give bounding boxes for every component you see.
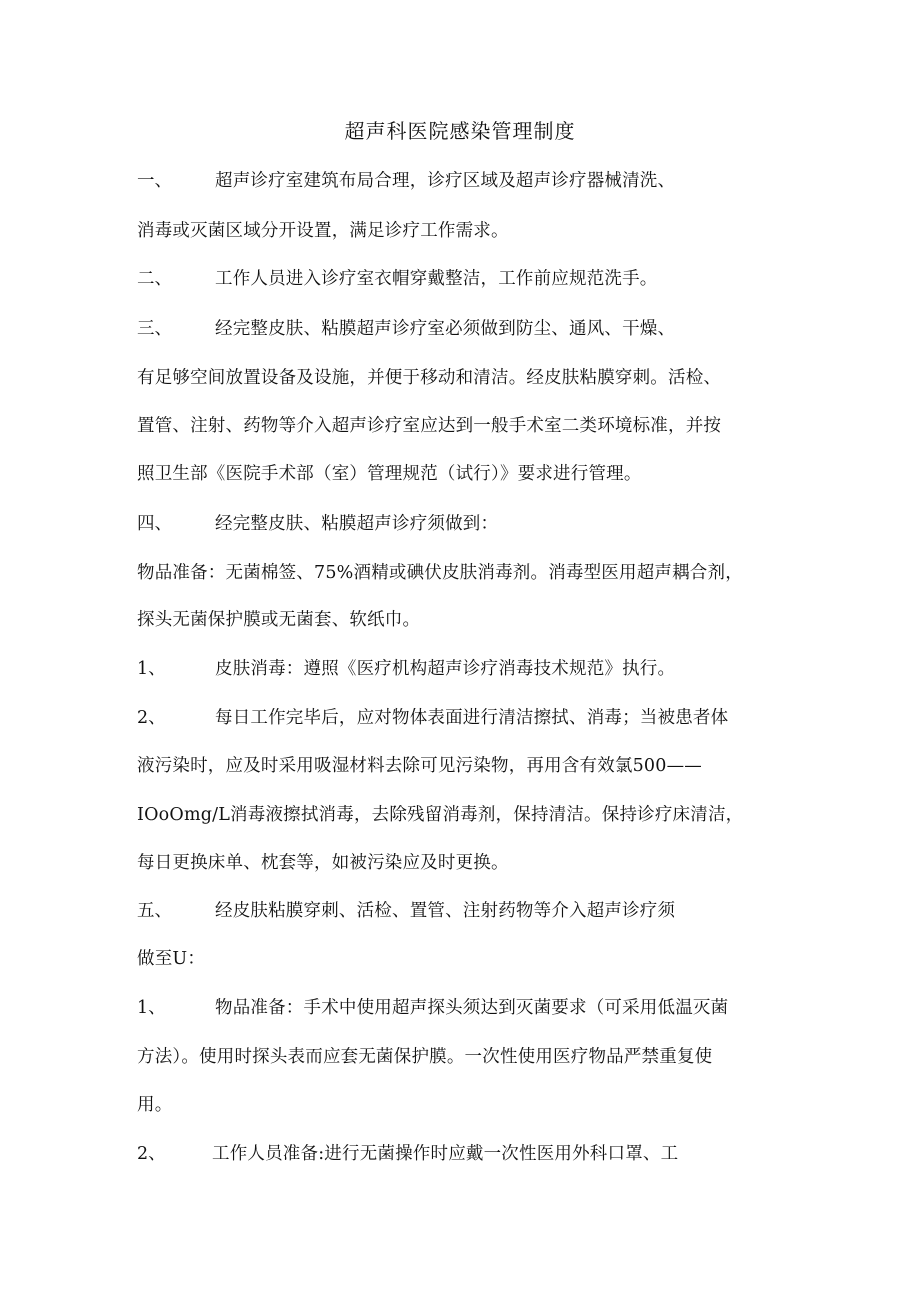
document-title: 超声科医院感染管理制度: [344, 119, 576, 143]
paragraph-line: 探头无菌保护膜或无菌套、软纸巾。: [137, 610, 421, 630]
paragraph-line: 消毒或灭菌区域分开设置，满足诊疗工作需求。: [137, 221, 509, 241]
paragraph-line: 液污染时，应及时采用吸湿材料去除可见污染物，再用含有效氯500——: [137, 756, 702, 776]
paragraph-line: 用。: [137, 1095, 173, 1115]
paragraph-line: 做至U：: [137, 949, 206, 969]
item-marker: 四、: [137, 514, 172, 534]
item-marker: 1、: [137, 998, 166, 1018]
item-marker: 2、: [137, 1144, 166, 1164]
item-marker: 二、: [137, 269, 172, 289]
paragraph-line: 工作人员进入诊疗室衣帽穿戴整洁，工作前应规范洗手。: [215, 269, 658, 289]
item-marker: 五、: [137, 901, 172, 921]
paragraph-line: 方法）。使用时探头表而应套无菌保护膜。一次性使用医疗物品严禁重复使: [137, 1047, 713, 1067]
paragraph-line: 物品准备：无菌棉签、75%酒精或碘伏皮肤消毒剂。消毒型医用超声耦合剂，: [137, 563, 743, 583]
paragraph-line: 有足够空间放置设备及设施，并便于移动和清洁。经皮肤粘膜穿刺。活检、: [137, 368, 722, 388]
item-marker: 三、: [137, 319, 172, 339]
paragraph-line: 置管、注射、药物等介入超声诊疗室应达到一般手术室二类环境标准，并按: [137, 416, 722, 436]
paragraph-line: 每日更换床单、枕套等，如被污染应及时更换。: [137, 853, 509, 873]
paragraph-line: 经完整皮肤、粘膜超声诊疗室必须做到防尘、通风、干燥、: [215, 319, 676, 339]
paragraph-line: 经完整皮肤、粘膜超声诊疗须做到：: [215, 514, 499, 534]
item-marker: 一、: [137, 171, 172, 191]
paragraph-line: 工作人员准备:进行无菌操作时应戴一次性医用外科口罩、工: [212, 1144, 679, 1164]
paragraph-line: 每日工作完毕后，应对物体表面进行清洁擦拭、消毒；当被患者体: [215, 708, 729, 728]
paragraph-line: 经皮肤粘膜穿刺、活检、置管、注射药物等介入超声诊疗须: [215, 901, 676, 921]
paragraph-line: 皮肤消毒：遵照《医疗机构超声诊疗消毒技术规范》执行。: [215, 659, 676, 679]
paragraph-line: 超声诊疗室建筑布局合理，诊疗区域及超声诊疗器械清洗、: [215, 171, 676, 191]
item-marker: 1、: [137, 659, 166, 679]
paragraph-line: 照卫生部《医院手术部（室）管理规范（试行）》要求进行管理。: [137, 464, 642, 484]
paragraph-line: 物品准备：手术中使用超声探头须达到灭菌要求（可采用低温灭菌: [215, 998, 729, 1018]
item-marker: 2、: [137, 708, 166, 728]
paragraph-line: IOoOmg/L消毒液擦拭消毒，去除残留消毒剂，保持清洁。保持诊疗床清洁，: [137, 805, 744, 825]
